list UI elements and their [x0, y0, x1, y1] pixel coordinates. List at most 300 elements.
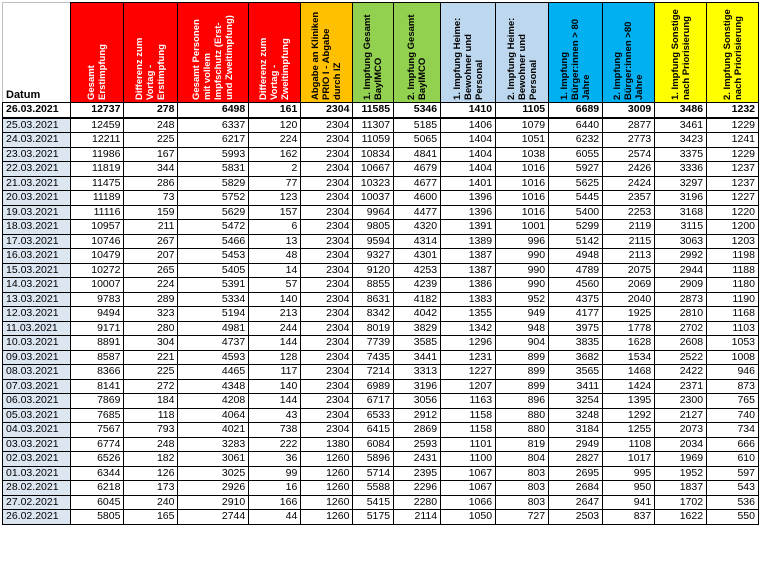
value-cell[interactable]: 5415: [353, 495, 394, 510]
value-cell[interactable]: 8855: [353, 278, 394, 293]
date-cell[interactable]: 01.03.2021: [3, 466, 71, 481]
value-cell[interactable]: 1067: [441, 466, 496, 481]
value-cell[interactable]: 5445: [549, 191, 603, 206]
header-2-impfung-ue80[interactable]: [603, 3, 655, 103]
value-cell[interactable]: 899: [496, 350, 549, 365]
date-cell[interactable]: 07.03.2021: [3, 379, 71, 394]
value-cell[interactable]: 4042: [394, 307, 441, 322]
value-cell[interactable]: 8019: [353, 321, 394, 336]
value-cell[interactable]: 1016: [496, 205, 549, 220]
value-cell[interactable]: 2371: [655, 379, 707, 394]
value-cell[interactable]: 9494: [71, 307, 124, 322]
value-cell[interactable]: 7567: [71, 423, 124, 438]
value-cell[interactable]: 1778: [603, 321, 655, 336]
value-cell[interactable]: 4348: [178, 379, 249, 394]
value-cell[interactable]: 265: [124, 263, 178, 278]
value-cell[interactable]: 16: [249, 481, 301, 496]
value-cell[interactable]: 2304: [301, 103, 353, 118]
value-cell[interactable]: 2304: [301, 205, 353, 220]
value-cell[interactable]: 904: [496, 336, 549, 351]
value-cell[interactable]: 2431: [394, 452, 441, 467]
value-cell[interactable]: 5831: [178, 162, 249, 177]
value-cell[interactable]: 3248: [549, 408, 603, 423]
value-cell[interactable]: 5993: [178, 147, 249, 162]
value-cell[interactable]: 43: [249, 408, 301, 423]
date-cell[interactable]: 27.02.2021: [3, 495, 71, 510]
value-cell[interactable]: 44: [249, 510, 301, 525]
date-cell[interactable]: 21.03.2021: [3, 176, 71, 191]
value-cell[interactable]: 1108: [603, 437, 655, 452]
value-cell[interactable]: 11585: [353, 103, 394, 118]
value-cell[interactable]: 1237: [707, 162, 759, 177]
value-cell[interactable]: 1395: [603, 394, 655, 409]
header-1-impfung-bayimco[interactable]: [353, 3, 394, 103]
value-cell[interactable]: 952: [496, 292, 549, 307]
value-cell[interactable]: 1260: [301, 452, 353, 467]
value-cell[interactable]: 1255: [603, 423, 655, 438]
value-cell[interactable]: 4477: [394, 205, 441, 220]
value-cell[interactable]: 2827: [549, 452, 603, 467]
value-cell[interactable]: 5472: [178, 220, 249, 235]
value-cell[interactable]: 2304: [301, 379, 353, 394]
value-cell[interactable]: 2773: [603, 133, 655, 148]
value-cell[interactable]: 1231: [441, 350, 496, 365]
value-cell[interactable]: 9964: [353, 205, 394, 220]
value-cell[interactable]: 278: [124, 103, 178, 118]
value-cell[interactable]: 2422: [655, 365, 707, 380]
value-cell[interactable]: 2113: [603, 249, 655, 264]
header-voller-impfschutz[interactable]: [178, 3, 249, 103]
value-cell[interactable]: 6989: [353, 379, 394, 394]
date-cell[interactable]: 13.03.2021: [3, 292, 71, 307]
value-cell[interactable]: 2296: [394, 481, 441, 496]
value-cell[interactable]: 6344: [71, 466, 124, 481]
value-cell[interactable]: 3461: [655, 118, 707, 133]
date-cell[interactable]: 15.03.2021: [3, 263, 71, 278]
value-cell[interactable]: 2304: [301, 249, 353, 264]
value-cell[interactable]: 9805: [353, 220, 394, 235]
value-cell[interactable]: 344: [124, 162, 178, 177]
value-cell[interactable]: 2992: [655, 249, 707, 264]
value-cell[interactable]: 1342: [441, 321, 496, 336]
value-cell[interactable]: 140: [249, 292, 301, 307]
value-cell[interactable]: 1241: [707, 133, 759, 148]
value-cell[interactable]: 734: [707, 423, 759, 438]
value-cell[interactable]: 1389: [441, 234, 496, 249]
value-cell[interactable]: 3682: [549, 350, 603, 365]
value-cell[interactable]: 1260: [301, 481, 353, 496]
value-cell[interactable]: 3115: [655, 220, 707, 235]
value-cell[interactable]: 3168: [655, 205, 707, 220]
value-cell[interactable]: 1101: [441, 437, 496, 452]
value-cell[interactable]: 73: [124, 191, 178, 206]
value-cell[interactable]: 11475: [71, 176, 124, 191]
value-cell[interactable]: 8891: [71, 336, 124, 351]
value-cell[interactable]: 3565: [549, 365, 603, 380]
value-cell[interactable]: 286: [124, 176, 178, 191]
value-cell[interactable]: 167: [124, 147, 178, 162]
date-cell[interactable]: 02.03.2021: [3, 452, 71, 467]
value-cell[interactable]: 2: [249, 162, 301, 177]
value-cell[interactable]: 184: [124, 394, 178, 409]
value-cell[interactable]: 2304: [301, 147, 353, 162]
value-cell[interactable]: 10007: [71, 278, 124, 293]
value-cell[interactable]: 1200: [707, 220, 759, 235]
value-cell[interactable]: 5829: [178, 176, 249, 191]
value-cell[interactable]: 2304: [301, 408, 353, 423]
value-cell[interactable]: 2647: [549, 495, 603, 510]
value-cell[interactable]: 6533: [353, 408, 394, 423]
value-cell[interactable]: 803: [496, 466, 549, 481]
value-cell[interactable]: 128: [249, 350, 301, 365]
value-cell[interactable]: 995: [603, 466, 655, 481]
value-cell[interactable]: 2304: [301, 350, 353, 365]
value-cell[interactable]: 4679: [394, 162, 441, 177]
value-cell[interactable]: 1016: [496, 176, 549, 191]
value-cell[interactable]: 2304: [301, 133, 353, 148]
value-cell[interactable]: 272: [124, 379, 178, 394]
value-cell[interactable]: 240: [124, 495, 178, 510]
value-cell[interactable]: 6689: [549, 103, 603, 118]
value-cell[interactable]: 6084: [353, 437, 394, 452]
value-cell[interactable]: 1198: [707, 249, 759, 264]
date-cell[interactable]: 16.03.2021: [3, 249, 71, 264]
value-cell[interactable]: 1355: [441, 307, 496, 322]
value-cell[interactable]: 3184: [549, 423, 603, 438]
value-cell[interactable]: 3375: [655, 147, 707, 162]
value-cell[interactable]: 2115: [603, 234, 655, 249]
value-cell[interactable]: 1158: [441, 408, 496, 423]
value-cell[interactable]: 2119: [603, 220, 655, 235]
value-cell[interactable]: 880: [496, 408, 549, 423]
value-cell[interactable]: 1702: [655, 495, 707, 510]
value-cell[interactable]: 7435: [353, 350, 394, 365]
value-cell[interactable]: 10479: [71, 249, 124, 264]
header-abgabe-kliniken[interactable]: [301, 3, 353, 103]
value-cell[interactable]: 2574: [603, 147, 655, 162]
value-cell[interactable]: 2304: [301, 278, 353, 293]
value-cell[interactable]: 2304: [301, 365, 353, 380]
value-cell[interactable]: 4600: [394, 191, 441, 206]
value-cell[interactable]: 5805: [71, 510, 124, 525]
value-cell[interactable]: 6526: [71, 452, 124, 467]
header-1-impfung-ue80[interactable]: [549, 3, 603, 103]
value-cell[interactable]: 1050: [441, 510, 496, 525]
value-cell[interactable]: 1969: [655, 452, 707, 467]
header-2-impfung-sonstige[interactable]: [707, 3, 759, 103]
value-cell[interactable]: 3063: [655, 234, 707, 249]
value-cell[interactable]: 1260: [301, 510, 353, 525]
date-cell[interactable]: 14.03.2021: [3, 278, 71, 293]
header-1-impfung-heime[interactable]: [441, 3, 496, 103]
value-cell[interactable]: 4593: [178, 350, 249, 365]
value-cell[interactable]: 1105: [496, 103, 549, 118]
value-cell[interactable]: 12737: [71, 103, 124, 118]
value-cell[interactable]: 4177: [549, 307, 603, 322]
value-cell[interactable]: 280: [124, 321, 178, 336]
value-cell[interactable]: 221: [124, 350, 178, 365]
value-cell[interactable]: 1227: [441, 365, 496, 380]
value-cell[interactable]: 873: [707, 379, 759, 394]
value-cell[interactable]: 3441: [394, 350, 441, 365]
value-cell[interactable]: 6232: [549, 133, 603, 148]
value-cell[interactable]: 899: [496, 379, 549, 394]
value-cell[interactable]: 3056: [394, 394, 441, 409]
header-date[interactable]: Datum: [3, 3, 71, 103]
value-cell[interactable]: 224: [124, 278, 178, 293]
value-cell[interactable]: 1066: [441, 495, 496, 510]
value-cell[interactable]: 1383: [441, 292, 496, 307]
value-cell[interactable]: 803: [496, 495, 549, 510]
value-cell[interactable]: 2304: [301, 336, 353, 351]
value-cell[interactable]: 2300: [655, 394, 707, 409]
date-cell[interactable]: 19.03.2021: [3, 205, 71, 220]
value-cell[interactable]: 4677: [394, 176, 441, 191]
value-cell[interactable]: 4239: [394, 278, 441, 293]
value-cell[interactable]: 36: [249, 452, 301, 467]
value-cell[interactable]: 819: [496, 437, 549, 452]
value-cell[interactable]: 1190: [707, 292, 759, 307]
value-cell[interactable]: 6337: [178, 118, 249, 133]
value-cell[interactable]: 1260: [301, 466, 353, 481]
value-cell[interactable]: 597: [707, 466, 759, 481]
value-cell[interactable]: 3009: [603, 103, 655, 118]
value-cell[interactable]: 4253: [394, 263, 441, 278]
value-cell[interactable]: 740: [707, 408, 759, 423]
value-cell[interactable]: 4737: [178, 336, 249, 351]
value-cell[interactable]: 5629: [178, 205, 249, 220]
value-cell[interactable]: 213: [249, 307, 301, 322]
value-cell[interactable]: 248: [124, 437, 178, 452]
value-cell[interactable]: 248: [124, 118, 178, 133]
value-cell[interactable]: 5142: [549, 234, 603, 249]
date-cell[interactable]: 10.03.2021: [3, 336, 71, 351]
value-cell[interactable]: 946: [707, 365, 759, 380]
value-cell[interactable]: 6218: [71, 481, 124, 496]
value-cell[interactable]: 2869: [394, 423, 441, 438]
value-cell[interactable]: 8366: [71, 365, 124, 380]
value-cell[interactable]: 610: [707, 452, 759, 467]
value-cell[interactable]: 5453: [178, 249, 249, 264]
value-cell[interactable]: 3025: [178, 466, 249, 481]
date-cell[interactable]: 11.03.2021: [3, 321, 71, 336]
value-cell[interactable]: 2075: [603, 263, 655, 278]
value-cell[interactable]: 803: [496, 481, 549, 496]
value-cell[interactable]: 9120: [353, 263, 394, 278]
value-cell[interactable]: 2503: [549, 510, 603, 525]
value-cell[interactable]: 2873: [655, 292, 707, 307]
value-cell[interactable]: 3835: [549, 336, 603, 351]
value-cell[interactable]: 222: [249, 437, 301, 452]
value-cell[interactable]: 2695: [549, 466, 603, 481]
value-cell[interactable]: 1051: [496, 133, 549, 148]
value-cell[interactable]: 4560: [549, 278, 603, 293]
value-cell[interactable]: 727: [496, 510, 549, 525]
value-cell[interactable]: 5194: [178, 307, 249, 322]
value-cell[interactable]: 2069: [603, 278, 655, 293]
value-cell[interactable]: 157: [249, 205, 301, 220]
value-cell[interactable]: 6498: [178, 103, 249, 118]
value-cell[interactable]: 5466: [178, 234, 249, 249]
value-cell[interactable]: 162: [249, 147, 301, 162]
value-cell[interactable]: 48: [249, 249, 301, 264]
value-cell[interactable]: 1424: [603, 379, 655, 394]
value-cell[interactable]: 5346: [394, 103, 441, 118]
date-cell[interactable]: 12.03.2021: [3, 307, 71, 322]
value-cell[interactable]: 10746: [71, 234, 124, 249]
value-cell[interactable]: 2357: [603, 191, 655, 206]
value-cell[interactable]: 1391: [441, 220, 496, 235]
value-cell[interactable]: 5896: [353, 452, 394, 467]
value-cell[interactable]: 880: [496, 423, 549, 438]
value-cell[interactable]: 2593: [394, 437, 441, 452]
value-cell[interactable]: 950: [603, 481, 655, 496]
value-cell[interactable]: 3585: [394, 336, 441, 351]
value-cell[interactable]: 8342: [353, 307, 394, 322]
value-cell[interactable]: 140: [249, 379, 301, 394]
date-cell[interactable]: 25.03.2021: [3, 118, 71, 133]
value-cell[interactable]: 9171: [71, 321, 124, 336]
value-cell[interactable]: 2909: [655, 278, 707, 293]
value-cell[interactable]: 3196: [394, 379, 441, 394]
value-cell[interactable]: 1079: [496, 118, 549, 133]
value-cell[interactable]: 543: [707, 481, 759, 496]
value-cell[interactable]: 4320: [394, 220, 441, 235]
value-cell[interactable]: 990: [496, 263, 549, 278]
value-cell[interactable]: 1180: [707, 278, 759, 293]
value-cell[interactable]: 1001: [496, 220, 549, 235]
value-cell[interactable]: 1227: [707, 191, 759, 206]
value-cell[interactable]: 4375: [549, 292, 603, 307]
value-cell[interactable]: 3411: [549, 379, 603, 394]
value-cell[interactable]: 1220: [707, 205, 759, 220]
value-cell[interactable]: 9783: [71, 292, 124, 307]
value-cell[interactable]: 2949: [549, 437, 603, 452]
value-cell[interactable]: 144: [249, 336, 301, 351]
value-cell[interactable]: 1406: [441, 118, 496, 133]
date-cell[interactable]: 18.03.2021: [3, 220, 71, 235]
value-cell[interactable]: 2304: [301, 423, 353, 438]
value-cell[interactable]: 2744: [178, 510, 249, 525]
value-cell[interactable]: 1952: [655, 466, 707, 481]
value-cell[interactable]: 6055: [549, 147, 603, 162]
value-cell[interactable]: 4021: [178, 423, 249, 438]
value-cell[interactable]: 166: [249, 495, 301, 510]
value-cell[interactable]: 536: [707, 495, 759, 510]
value-cell[interactable]: 2127: [655, 408, 707, 423]
value-cell[interactable]: 8141: [71, 379, 124, 394]
value-cell[interactable]: 159: [124, 205, 178, 220]
value-cell[interactable]: 5391: [178, 278, 249, 293]
value-cell[interactable]: 1038: [496, 147, 549, 162]
value-cell[interactable]: 941: [603, 495, 655, 510]
value-cell[interactable]: 2522: [655, 350, 707, 365]
value-cell[interactable]: 2304: [301, 162, 353, 177]
value-cell[interactable]: 837: [603, 510, 655, 525]
value-cell[interactable]: 3297: [655, 176, 707, 191]
value-cell[interactable]: 323: [124, 307, 178, 322]
value-cell[interactable]: 738: [249, 423, 301, 438]
value-cell[interactable]: 14: [249, 263, 301, 278]
value-cell[interactable]: 10667: [353, 162, 394, 177]
value-cell[interactable]: 6: [249, 220, 301, 235]
value-cell[interactable]: 2304: [301, 234, 353, 249]
value-cell[interactable]: 2877: [603, 118, 655, 133]
date-cell[interactable]: 23.03.2021: [3, 147, 71, 162]
date-cell[interactable]: 08.03.2021: [3, 365, 71, 380]
value-cell[interactable]: 1016: [496, 162, 549, 177]
value-cell[interactable]: 896: [496, 394, 549, 409]
value-cell[interactable]: 793: [124, 423, 178, 438]
value-cell[interactable]: 225: [124, 365, 178, 380]
value-cell[interactable]: 10272: [71, 263, 124, 278]
value-cell[interactable]: 2304: [301, 307, 353, 322]
value-cell[interactable]: 6415: [353, 423, 394, 438]
value-cell[interactable]: 57: [249, 278, 301, 293]
value-cell[interactable]: 7869: [71, 394, 124, 409]
value-cell[interactable]: 2910: [178, 495, 249, 510]
value-cell[interactable]: 244: [249, 321, 301, 336]
value-cell[interactable]: 1386: [441, 278, 496, 293]
value-cell[interactable]: 1016: [496, 191, 549, 206]
value-cell[interactable]: 1158: [441, 423, 496, 438]
value-cell[interactable]: 4981: [178, 321, 249, 336]
value-cell[interactable]: 5334: [178, 292, 249, 307]
value-cell[interactable]: 11819: [71, 162, 124, 177]
value-cell[interactable]: 2253: [603, 205, 655, 220]
value-cell[interactable]: 1410: [441, 103, 496, 118]
value-cell[interactable]: 2944: [655, 263, 707, 278]
value-cell[interactable]: 13: [249, 234, 301, 249]
value-cell[interactable]: 996: [496, 234, 549, 249]
value-cell[interactable]: 1292: [603, 408, 655, 423]
value-cell[interactable]: 165: [124, 510, 178, 525]
value-cell[interactable]: 6774: [71, 437, 124, 452]
value-cell[interactable]: 2304: [301, 220, 353, 235]
value-cell[interactable]: 2424: [603, 176, 655, 191]
value-cell[interactable]: 550: [707, 510, 759, 525]
value-cell[interactable]: 11116: [71, 205, 124, 220]
value-cell[interactable]: 1387: [441, 263, 496, 278]
value-cell[interactable]: 289: [124, 292, 178, 307]
value-cell[interactable]: 1837: [655, 481, 707, 496]
date-cell[interactable]: 06.03.2021: [3, 394, 71, 409]
value-cell[interactable]: 899: [496, 365, 549, 380]
value-cell[interactable]: 10834: [353, 147, 394, 162]
value-cell[interactable]: 1468: [603, 365, 655, 380]
value-cell[interactable]: 765: [707, 394, 759, 409]
value-cell[interactable]: 1237: [707, 176, 759, 191]
value-cell[interactable]: 3283: [178, 437, 249, 452]
value-cell[interactable]: 2684: [549, 481, 603, 496]
value-cell[interactable]: 2034: [655, 437, 707, 452]
value-cell[interactable]: 2395: [394, 466, 441, 481]
value-cell[interactable]: 1404: [441, 162, 496, 177]
value-cell[interactable]: 123: [249, 191, 301, 206]
value-cell[interactable]: 2608: [655, 336, 707, 351]
value-cell[interactable]: 1296: [441, 336, 496, 351]
value-cell[interactable]: 6045: [71, 495, 124, 510]
value-cell[interactable]: 77: [249, 176, 301, 191]
value-cell[interactable]: 4182: [394, 292, 441, 307]
value-cell[interactable]: 10957: [71, 220, 124, 235]
value-cell[interactable]: 207: [124, 249, 178, 264]
date-cell[interactable]: 09.03.2021: [3, 350, 71, 365]
value-cell[interactable]: 5927: [549, 162, 603, 177]
date-cell[interactable]: 26.03.2021: [3, 103, 71, 118]
value-cell[interactable]: 6217: [178, 133, 249, 148]
value-cell[interactable]: 1387: [441, 249, 496, 264]
